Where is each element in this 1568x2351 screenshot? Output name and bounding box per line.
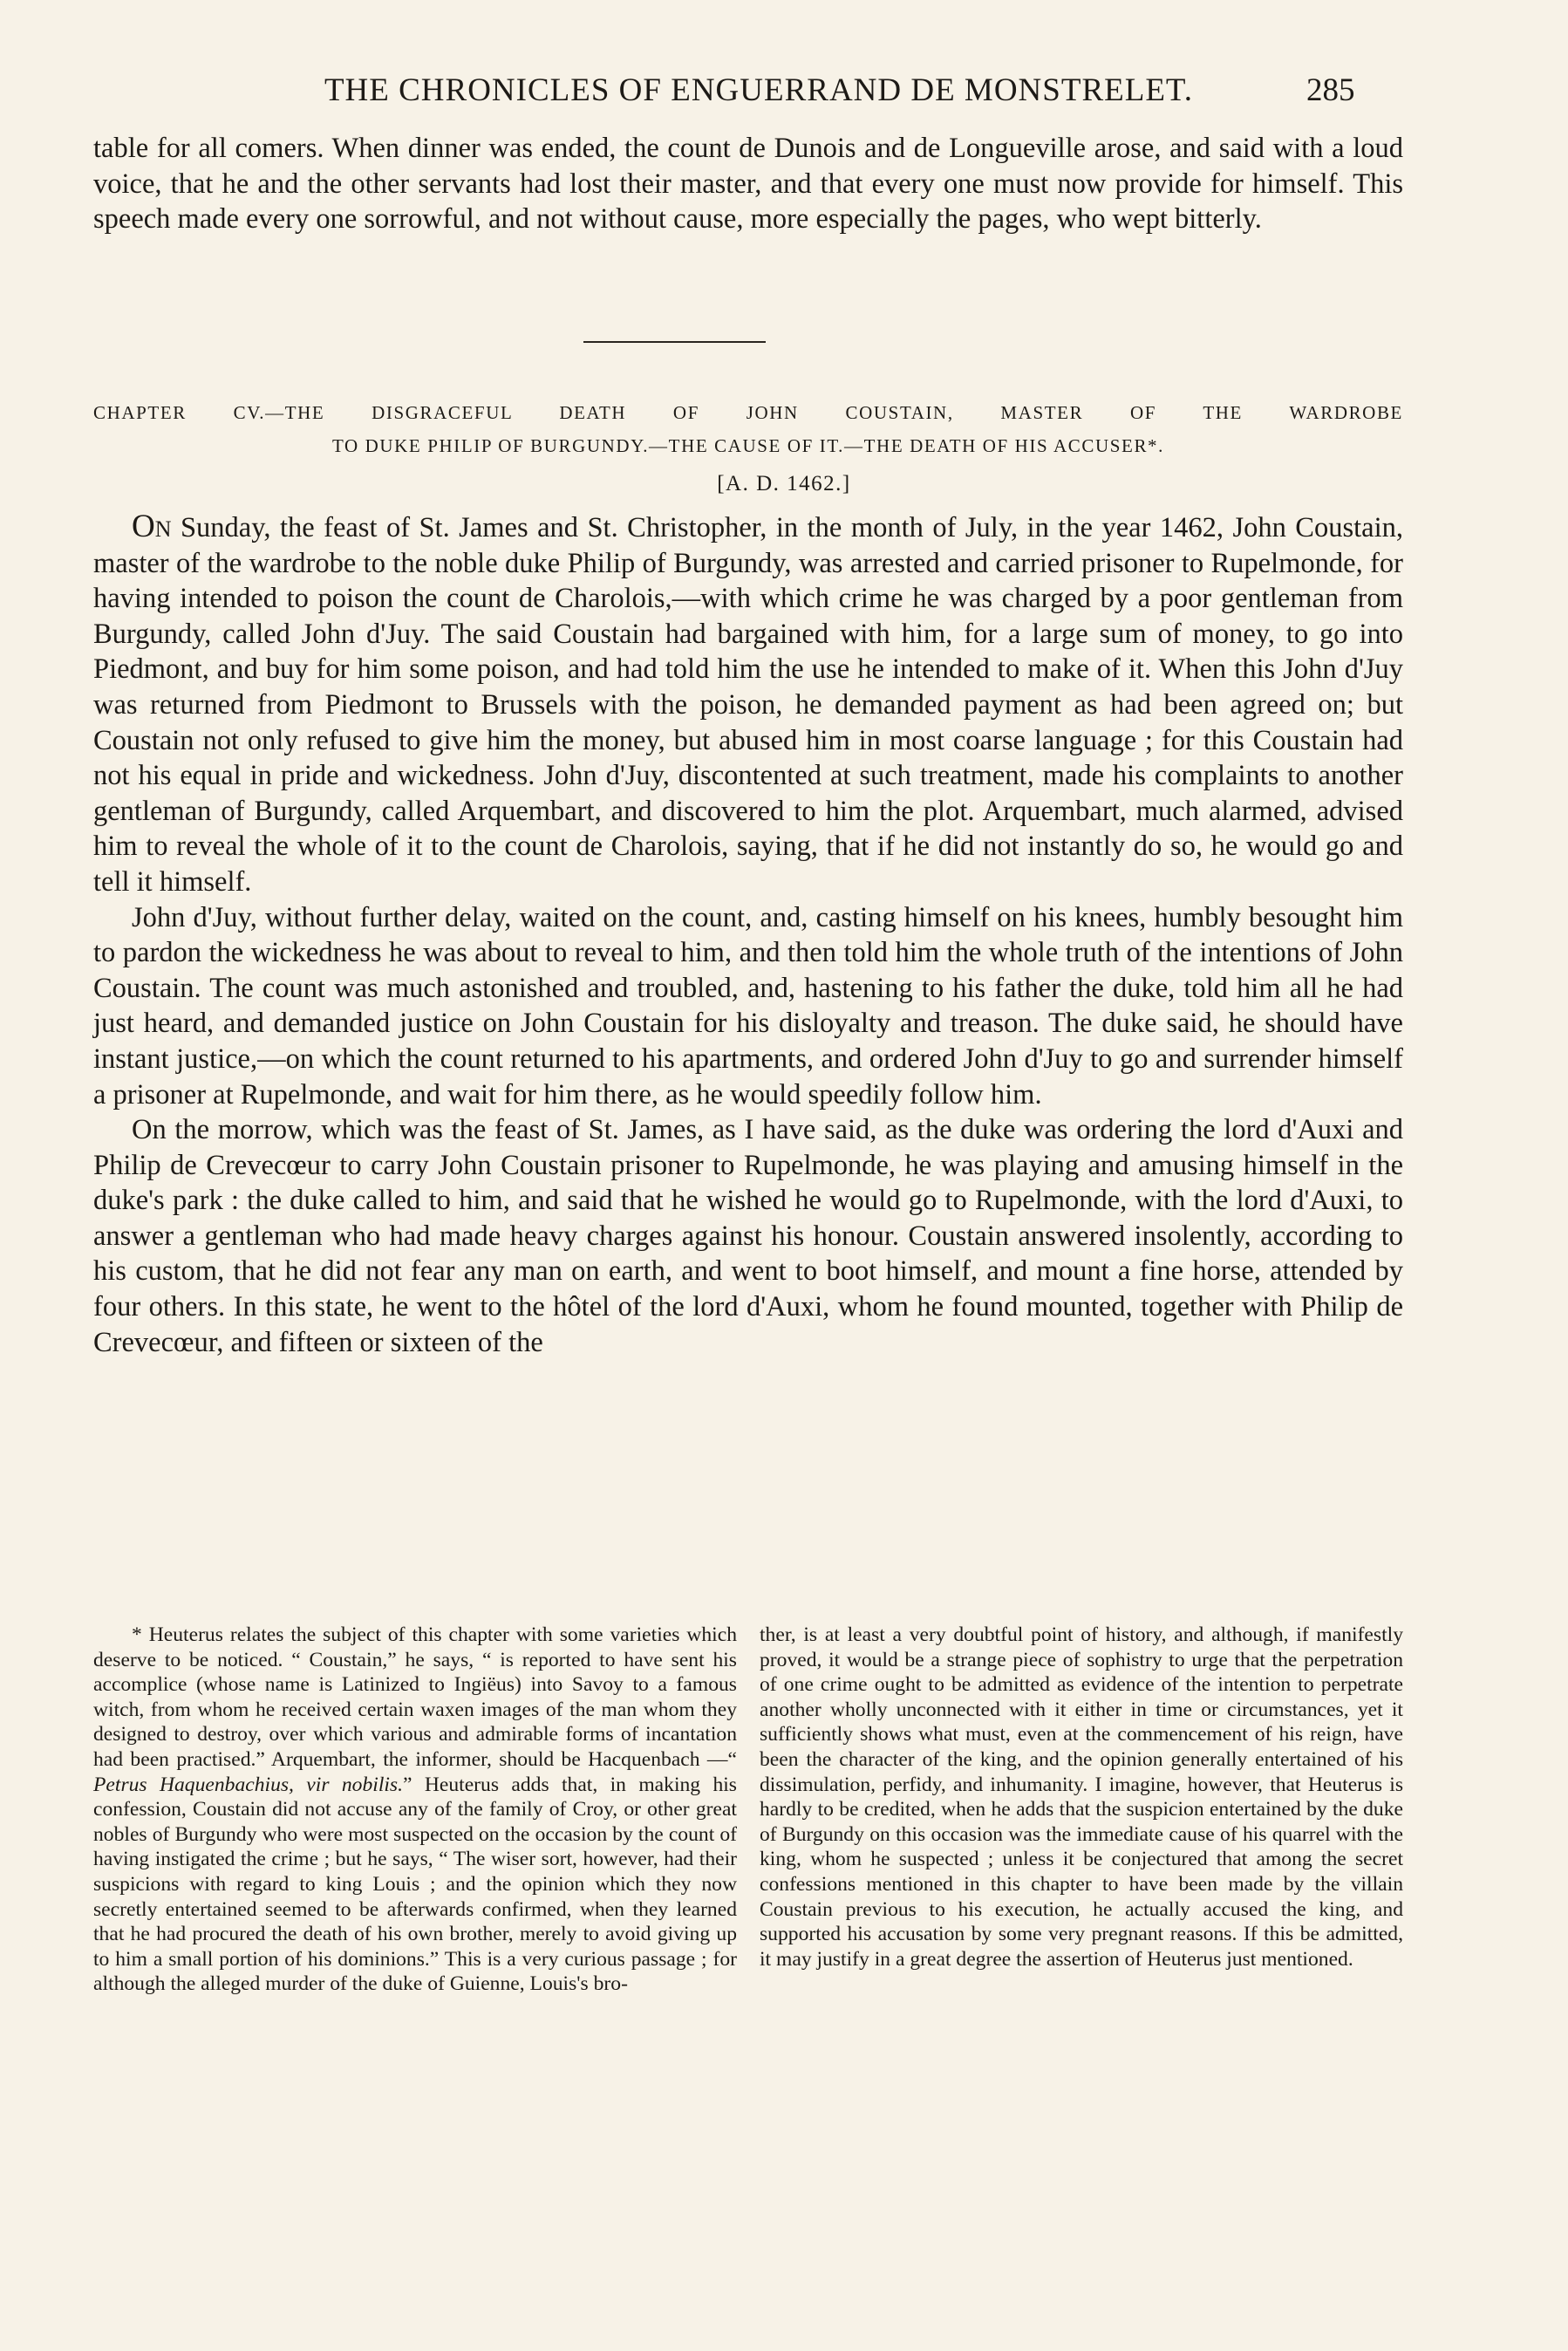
- chapter-heading: [93, 396, 1403, 462]
- chapter-heading-line-1: CHAPTER CV.—THE DISGRACEFUL DEATH OF JOHN COUSTAIN, MASTER OF THE WARDROBE: [93, 402, 1403, 423]
- paragraph-1-text: Sunday, the feast of St. James and St. Christopher, in the month of July, in the year 1462, John Coustain, master of the wardrobe to the noble duke Philip of Burgundy, was arrested and carried prisoner to Rupelmonde, for having intended to poison the count de Charolois,—with which crime he was charged by a poor gentleman from Burgundy, called John d'Juy. The said Coustain had bargained with him, for a large sum of money, to go into Piedmont, and buy for him some poison, and had told him the use he intended to make of it. When this John d'Juy was returned from Piedmont to Brussels with the poison, he demanded payment as had been agreed on; but Coustain not only refused to give him the money, but abused him in most coarse language ; for this Coustain had not his equal in pride and wickedness. John d'Juy, discontented at such treatment, made his complaints to another gentleman of Burgundy, called Arquembart, and discovered to him the plot. Arquembart, much alarmed, advised him to reveal the whole of it to the count de Charolois, saying, that if he did not instantly do so, he would go and tell it himself.: [93, 512, 1403, 898]
- page-number: 285: [1306, 72, 1355, 108]
- chapter-date: [A. D. 1462.]: [717, 472, 851, 495]
- footnote-left-italic: Petrus Haquenbachius, vir nobilis.: [93, 1773, 404, 1796]
- paragraph-1: [93, 509, 1403, 900]
- running-header: [0, 72, 1568, 115]
- paragraph-2: John d'Juy, without further delay, waited on the count, and, casting himself on his knees, humbly besought him to pardon the wickedness he was about to reveal to him, and then told him the whole truth of the intentions of John Coustain. The count was much astonished and troubled, and, hastening to his father the duke, told him all he had just heard, and demanded justice on John Coustain for his disloyalty and treason. The duke said, he should have instant justice,—on which the count returned to his apartments, and ordered John d'Juy to go and surrender himself a prisoner at Rupelmonde, and wait for him there, as he would speedily follow him.: [93, 901, 1403, 1111]
- chapter-heading-line-2: TO DUKE PHILIP OF BURGUNDY.—THE CAUSE OF IT.—THE DEATH OF HIS ACCUSER*.: [331, 435, 1165, 456]
- footnote-right-text: ther, is at least a very doubtful point of history, and although, if manifestly proved, it would be a strange piece of sophistry to urge that the perpetration of one crime ought to be admitted as evidence of the intention to perpetrate another wholly unconnected with it either in time or circumstances, yet it sufficiently shows what must, even at the commencement of his reign, have been the character of the king, and the opinion generally entertained of his dissimulation, perfidy, and inhumanity. I imagine, however, that Heuterus is hardly to be credited, when he adds that the suspicion entertained by the duke of Burgundy on this occasion was the immediate cause of his quarrel with the king, whom he suspected ; unless it be conjectured that among the secret confessions mentioned in this chapter to have been made by the villain Coustain previous to his execution, he actually accused the king, and supported his accusation by some very pregnant reasons. If this be admitted, it may justify in a great degree the assertion of Heuterus just mentioned.: [760, 1623, 1403, 1971]
- footnote-right-column: [760, 1623, 1403, 1997]
- running-title: THE CHRONICLES OF ENGUERRAND DE MONSTRELET.: [324, 72, 1194, 108]
- footnote-left-column: [93, 1623, 737, 1997]
- opening-paragraph: table for all comers. When dinner was ended, the count de Dunois and de Longueville arose, and said with a loud voice, that he and the other servants had lost their master, and that every one must now provide for himself. This speech made every one sorrowful, and not without cause, more especially the pages, who wept bitterly.: [93, 133, 1403, 236]
- section-divider: [583, 341, 766, 343]
- footnote: [93, 1623, 1403, 1997]
- footnote-left-text-2: ” Heuterus adds that, in making his confession, Coustain did not accuse any of the family of Croy, or other great nobles of Burgundy who were most suspected on the occasion by the count of having instigated the crime ; but he says, “ The wiser sort, however, had their suspicions with regard to king Louis ; and the opinion which they now secretly entertained seemed to be afterwards confirmed, when they learned that he had procured the death of his own brother, merely to avoid giving up to him a small portion of his dominions.” This is a very curious passage ; for although the alleged murder of the duke of Guienne, Louis's bro-: [93, 1773, 737, 1996]
- opening-paragraph-block: [93, 131, 1403, 237]
- paragraph-3: On the morrow, which was the feast of St. James, as I have said, as the duke was ordering the lord d'Auxi and Philip de Crevecœur to carry John Coustain prisoner to Rupelmonde, he was playing and amusing himself in the duke's park : the duke called to him, and said that he wished he would go to Rupelmonde, with the lord d'Auxi, to answer a gentleman who had made heavy charges against his honour. Coustain answered insolently, according to his custom, that he did not fear any man on earth, and went to boot himself, and mount a fine horse, attended by four others. In this state, he went to the hôtel of the lord d'Auxi, whom he found mounted, together with Philip de Crevecœur, and fifteen or sixteen of the: [93, 1114, 1403, 1358]
- footnote-left-text-1: * Heuterus relates the subject of this chapter with some varieties which deserve to be noticed. “ Coustain,” he says, “ is reported to have sent his accomplice (whose name is Latinized to Ingiëus) into Savoy to a famous witch, from whom he received certain waxen images of the man whom they designed to destroy, over which various and admirable forms of incantation had been practised.” Arquembart, the informer, should be Hacquenbach —“: [93, 1623, 737, 1771]
- chapter-body: [93, 509, 1403, 1360]
- paragraph-1-lead: On: [132, 509, 172, 544]
